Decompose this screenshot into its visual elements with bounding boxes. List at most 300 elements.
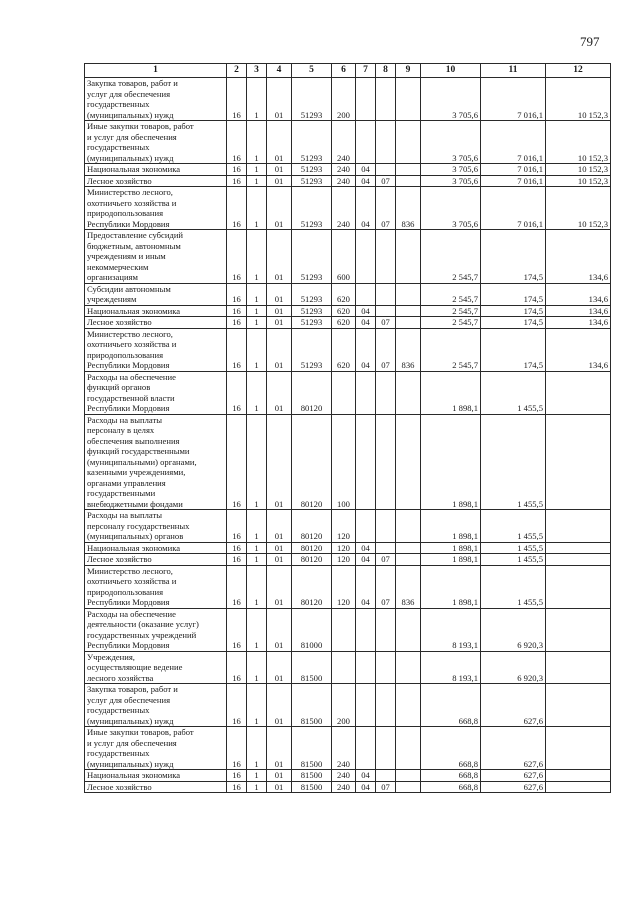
row-name-line: деятельности (оказание услуг) (87, 619, 199, 629)
cell-col-11: 174,5 (481, 230, 546, 284)
cell-col-7: 04 (356, 305, 376, 317)
cell-col-4: 01 (267, 121, 292, 164)
row-name-line: государственных (87, 142, 150, 152)
cell-col-4: 01 (267, 283, 292, 305)
cell-col-11: 1 455,5 (481, 510, 546, 543)
table-row (85, 230, 611, 284)
cell-col-11: 1 455,5 (481, 414, 546, 510)
cell-col-12 (546, 684, 611, 727)
cell-col-1 (85, 328, 227, 371)
row-name-line: Лесное хозяйство (87, 554, 152, 564)
cell-col-5: 51293 (292, 230, 332, 284)
cell-col-4: 01 (267, 187, 292, 230)
cell-col-11: 174,5 (481, 328, 546, 371)
cell-col-4: 01 (267, 608, 292, 651)
cell-col-3: 1 (247, 187, 267, 230)
row-name-line: Лесное хозяйство (87, 175, 152, 186)
row-name-line: (муниципальных) нужд (87, 109, 174, 120)
table-row (85, 510, 611, 543)
cell-col-5: 51293 (292, 121, 332, 164)
cell-col-2: 16 (227, 770, 247, 782)
cell-col-5: 51293 (292, 78, 332, 121)
cell-col-7: 04 (356, 781, 376, 793)
table-body (85, 78, 611, 793)
cell-col-2: 16 (227, 78, 247, 121)
cell-col-8 (376, 727, 396, 770)
cell-col-1 (85, 187, 227, 230)
cell-col-3: 1 (247, 121, 267, 164)
cell-col-10: 668,8 (421, 770, 481, 782)
cell-col-2: 16 (227, 554, 247, 566)
row-name-line: услуг для обеспечения (87, 88, 171, 99)
cell-col-10: 2 545,7 (421, 328, 481, 371)
cell-col-2: 16 (227, 230, 247, 284)
row-name-line: Учреждения, (87, 651, 135, 662)
cell-col-5: 80120 (292, 565, 332, 608)
column-header: 1 (85, 64, 227, 78)
cell-col-3: 1 (247, 770, 267, 782)
cell-col-3: 1 (247, 305, 267, 317)
row-name-line: персоналу государственных (87, 520, 190, 531)
cell-col-7 (356, 230, 376, 284)
cell-col-5: 51293 (292, 305, 332, 317)
cell-col-9 (396, 542, 421, 554)
cell-col-2: 16 (227, 608, 247, 651)
table-row (85, 164, 611, 176)
row-name-line: Министерство лесного, (87, 328, 173, 339)
row-name-line: Республики Мордовия (87, 218, 170, 229)
cell-col-8 (376, 371, 396, 414)
row-name-line: государственных (87, 705, 150, 715)
row-name-line: Расходы на обеспечение (87, 608, 176, 619)
cell-col-8 (376, 414, 396, 510)
cell-col-12 (546, 781, 611, 793)
cell-col-12 (546, 608, 611, 651)
row-name-line: органами управления (87, 477, 166, 488)
cell-col-1 (85, 651, 227, 684)
column-header: 12 (546, 64, 611, 78)
cell-col-8: 07 (376, 781, 396, 793)
cell-col-5: 81500 (292, 684, 332, 727)
row-name-line: некоммерческим (87, 261, 149, 272)
cell-col-11: 627,6 (481, 727, 546, 770)
cell-col-6: 240 (332, 727, 356, 770)
cell-col-4: 01 (267, 684, 292, 727)
cell-col-3: 1 (247, 565, 267, 608)
row-name-line: природопользования (87, 586, 164, 597)
row-name-line: Лесное хозяйство (87, 781, 152, 792)
cell-col-8 (376, 651, 396, 684)
cell-col-9 (396, 283, 421, 305)
cell-col-1 (85, 230, 227, 284)
cell-col-10: 1 898,1 (421, 554, 481, 566)
cell-col-3: 1 (247, 554, 267, 566)
cell-col-6: 240 (332, 164, 356, 176)
cell-col-7 (356, 78, 376, 121)
cell-col-3: 1 (247, 510, 267, 543)
column-header: 4 (267, 64, 292, 78)
cell-col-12: 10 152,3 (546, 121, 611, 164)
row-name-line: организациям (87, 272, 138, 282)
cell-col-5: 51293 (292, 317, 332, 329)
row-name-line: государственных (87, 99, 150, 109)
cell-col-8 (376, 684, 396, 727)
column-header: 7 (356, 64, 376, 78)
cell-col-11: 1 455,5 (481, 542, 546, 554)
cell-col-1 (85, 371, 227, 414)
cell-col-5: 81500 (292, 770, 332, 782)
cell-col-11: 627,6 (481, 781, 546, 793)
table-row (85, 317, 611, 329)
cell-col-10: 3 705,6 (421, 175, 481, 187)
cell-col-11: 7 016,1 (481, 187, 546, 230)
cell-col-1 (85, 770, 227, 782)
cell-col-4: 01 (267, 727, 292, 770)
cell-col-7 (356, 121, 376, 164)
cell-col-12: 134,6 (546, 317, 611, 329)
cell-col-6: 240 (332, 121, 356, 164)
cell-col-4: 01 (267, 542, 292, 554)
cell-col-5: 81500 (292, 651, 332, 684)
cell-col-6: 120 (332, 554, 356, 566)
cell-col-12 (546, 414, 611, 510)
row-name-line: Лесное хозяйство (87, 317, 152, 327)
cell-col-7: 04 (356, 175, 376, 187)
cell-col-2: 16 (227, 121, 247, 164)
cell-col-7: 04 (356, 187, 376, 230)
cell-col-2: 16 (227, 542, 247, 554)
row-name-line: Министерство лесного, (87, 187, 173, 197)
cell-col-6: 600 (332, 230, 356, 284)
cell-col-7: 04 (356, 554, 376, 566)
cell-col-2: 16 (227, 328, 247, 371)
cell-col-3: 1 (247, 542, 267, 554)
cell-col-4: 01 (267, 175, 292, 187)
row-name-line: Расходы на выплаты (87, 510, 163, 520)
budget-table (84, 63, 611, 793)
row-name-line: (муниципальных) нужд (87, 758, 174, 769)
row-name-line: Республики Мордовия (87, 597, 170, 607)
cell-col-11: 174,5 (481, 317, 546, 329)
column-header: 5 (292, 64, 332, 78)
cell-col-3: 1 (247, 78, 267, 121)
cell-col-9 (396, 554, 421, 566)
cell-col-9 (396, 121, 421, 164)
row-name-line: государственной власти (87, 392, 175, 403)
cell-col-4: 01 (267, 328, 292, 371)
row-name-line: казенными учреждениями, (87, 467, 186, 477)
cell-col-4: 01 (267, 510, 292, 543)
cell-col-11: 174,5 (481, 283, 546, 305)
column-header: 8 (376, 64, 396, 78)
row-name-line: функций государственными (87, 446, 190, 456)
cell-col-8 (376, 608, 396, 651)
cell-col-9 (396, 230, 421, 284)
cell-col-10: 8 193,1 (421, 608, 481, 651)
row-name-line: услуг для обеспечения (87, 694, 171, 705)
cell-col-9 (396, 371, 421, 414)
cell-col-10: 668,8 (421, 781, 481, 793)
cell-col-3: 1 (247, 781, 267, 793)
header-row (85, 64, 611, 78)
table-row (85, 283, 611, 305)
cell-col-12: 10 152,3 (546, 78, 611, 121)
cell-col-9 (396, 608, 421, 651)
cell-col-3: 1 (247, 371, 267, 414)
table-row (85, 608, 611, 651)
cell-col-12 (546, 727, 611, 770)
cell-col-10: 2 545,7 (421, 230, 481, 284)
cell-col-6: 120 (332, 510, 356, 543)
cell-col-11: 627,6 (481, 770, 546, 782)
cell-col-4: 01 (267, 305, 292, 317)
cell-col-10: 3 705,6 (421, 121, 481, 164)
cell-col-9 (396, 78, 421, 121)
column-header: 11 (481, 64, 546, 78)
row-name-line: Республики Мордовия (87, 640, 170, 650)
cell-col-9 (396, 164, 421, 176)
cell-col-12: 10 152,3 (546, 175, 611, 187)
cell-col-5: 51293 (292, 283, 332, 305)
cell-col-8 (376, 305, 396, 317)
cell-col-9 (396, 781, 421, 793)
cell-col-10: 668,8 (421, 684, 481, 727)
row-name-line: Иные закупки товаров, работ (87, 121, 194, 131)
cell-col-5: 51293 (292, 175, 332, 187)
row-name-line: Закупка товаров, работ и (87, 78, 178, 88)
cell-col-7 (356, 510, 376, 543)
cell-col-3: 1 (247, 608, 267, 651)
cell-col-10: 1 898,1 (421, 542, 481, 554)
cell-col-4: 01 (267, 414, 292, 510)
cell-col-11: 6 920,3 (481, 608, 546, 651)
table-row (85, 187, 611, 230)
cell-col-11: 7 016,1 (481, 164, 546, 176)
cell-col-5: 81500 (292, 781, 332, 793)
cell-col-8 (376, 283, 396, 305)
cell-col-6: 240 (332, 187, 356, 230)
row-name-line: Субсидии автономным (87, 283, 171, 294)
row-name-line: обеспечения выполнения (87, 435, 180, 446)
cell-col-2: 16 (227, 651, 247, 684)
table-row (85, 770, 611, 782)
cell-col-10: 2 545,7 (421, 283, 481, 305)
row-name-line: Национальная экономика (87, 770, 181, 780)
row-name-line: Национальная экономика (87, 542, 181, 553)
cell-col-9 (396, 414, 421, 510)
column-header: 9 (396, 64, 421, 78)
row-name-line: учреждениям и иным (87, 251, 166, 261)
row-name-line: Закупка товаров, работ и (87, 684, 178, 694)
row-name-line: Республики Мордовия (87, 403, 170, 413)
cell-col-5: 51293 (292, 328, 332, 371)
cell-col-11: 7 016,1 (481, 175, 546, 187)
cell-col-7: 04 (356, 317, 376, 329)
cell-col-6: 620 (332, 317, 356, 329)
cell-col-9 (396, 684, 421, 727)
cell-col-6: 200 (332, 684, 356, 727)
cell-col-12: 134,6 (546, 305, 611, 317)
cell-col-11: 7 016,1 (481, 121, 546, 164)
cell-col-5: 81500 (292, 727, 332, 770)
cell-col-9: 836 (396, 565, 421, 608)
cell-col-9 (396, 770, 421, 782)
cell-col-1 (85, 317, 227, 329)
column-header: 6 (332, 64, 356, 78)
table-row (85, 542, 611, 554)
row-name-line: природопользования (87, 208, 164, 218)
cell-col-5: 80120 (292, 414, 332, 510)
table-row (85, 651, 611, 684)
cell-col-6 (332, 608, 356, 651)
row-name-line: осуществляющие ведение (87, 662, 183, 672)
cell-col-7: 04 (356, 328, 376, 371)
cell-col-3: 1 (247, 414, 267, 510)
column-header: 10 (421, 64, 481, 78)
cell-col-5: 80120 (292, 510, 332, 543)
table-row (85, 371, 611, 414)
row-name-line: Национальная экономика (87, 305, 181, 316)
cell-col-12 (546, 510, 611, 543)
cell-col-7: 04 (356, 542, 376, 554)
cell-col-9 (396, 317, 421, 329)
row-name-line: (муниципальных) органов (87, 531, 184, 541)
column-header: 2 (227, 64, 247, 78)
row-name-line: Иные закупки товаров, работ (87, 727, 194, 737)
row-name-line: Предоставление субсидий (87, 230, 184, 240)
cell-col-12 (546, 371, 611, 414)
cell-col-1 (85, 781, 227, 793)
row-name-line: (муниципальных) нужд (87, 715, 174, 726)
row-name-line: бюджетным, автономным (87, 240, 181, 251)
cell-col-7 (356, 684, 376, 727)
row-name-line: государственными (87, 488, 156, 498)
cell-col-11: 1 455,5 (481, 554, 546, 566)
cell-col-10: 2 545,7 (421, 305, 481, 317)
cell-col-1 (85, 608, 227, 651)
cell-col-4: 01 (267, 781, 292, 793)
cell-col-3: 1 (247, 727, 267, 770)
cell-col-4: 01 (267, 164, 292, 176)
page-number: 797 (580, 34, 600, 49)
cell-col-2: 16 (227, 781, 247, 793)
row-name-line: (муниципальными) органами, (87, 456, 197, 467)
cell-col-6: 120 (332, 542, 356, 554)
cell-col-1 (85, 542, 227, 554)
cell-col-6: 240 (332, 770, 356, 782)
row-name-line: Расходы на выплаты (87, 414, 163, 425)
cell-col-12: 134,6 (546, 328, 611, 371)
cell-col-4: 01 (267, 371, 292, 414)
cell-col-1 (85, 554, 227, 566)
cell-col-8: 07 (376, 317, 396, 329)
cell-col-3: 1 (247, 328, 267, 371)
cell-col-7 (356, 608, 376, 651)
row-name-line: охотничьего хозяйства и (87, 339, 177, 349)
row-name-line: Республики Мордовия (87, 360, 170, 370)
cell-col-12 (546, 651, 611, 684)
cell-col-2: 16 (227, 414, 247, 510)
cell-col-2: 16 (227, 727, 247, 770)
row-name-line: (муниципальных) нужд (87, 152, 174, 163)
table-row (85, 121, 611, 164)
cell-col-6: 120 (332, 565, 356, 608)
cell-col-10: 3 705,6 (421, 164, 481, 176)
cell-col-8: 07 (376, 328, 396, 371)
cell-col-10: 1 898,1 (421, 510, 481, 543)
cell-col-8 (376, 230, 396, 284)
table-row (85, 328, 611, 371)
cell-col-11: 7 016,1 (481, 78, 546, 121)
cell-col-2: 16 (227, 187, 247, 230)
cell-col-2: 16 (227, 283, 247, 305)
cell-col-3: 1 (247, 684, 267, 727)
cell-col-5: 51293 (292, 187, 332, 230)
cell-col-6: 200 (332, 78, 356, 121)
cell-col-5: 80120 (292, 542, 332, 554)
cell-col-2: 16 (227, 305, 247, 317)
row-name-line: лесного хозяйства (87, 672, 154, 683)
cell-col-8: 07 (376, 175, 396, 187)
row-name-line: функций органов (87, 382, 151, 392)
cell-col-9 (396, 510, 421, 543)
cell-col-5: 80120 (292, 371, 332, 414)
cell-col-8 (376, 164, 396, 176)
cell-col-5: 51293 (292, 164, 332, 176)
cell-col-3: 1 (247, 164, 267, 176)
cell-col-5: 80120 (292, 554, 332, 566)
cell-col-1 (85, 283, 227, 305)
cell-col-5: 81000 (292, 608, 332, 651)
cell-col-10: 2 545,7 (421, 317, 481, 329)
cell-col-2: 16 (227, 510, 247, 543)
cell-col-7: 04 (356, 164, 376, 176)
cell-col-6 (332, 651, 356, 684)
cell-col-2: 16 (227, 175, 247, 187)
cell-col-9 (396, 727, 421, 770)
cell-col-12: 10 152,3 (546, 187, 611, 230)
cell-col-8: 07 (376, 187, 396, 230)
cell-col-11: 174,5 (481, 305, 546, 317)
cell-col-1 (85, 78, 227, 121)
cell-col-8 (376, 770, 396, 782)
cell-col-4: 01 (267, 554, 292, 566)
cell-col-10: 8 193,1 (421, 651, 481, 684)
cell-col-6 (332, 371, 356, 414)
row-name-line: и услуг для обеспечения (87, 737, 177, 748)
cell-col-7 (356, 414, 376, 510)
cell-col-9 (396, 305, 421, 317)
cell-col-11: 6 920,3 (481, 651, 546, 684)
row-name-line: государственных учреждений (87, 629, 197, 640)
cell-col-4: 01 (267, 230, 292, 284)
cell-col-4: 01 (267, 78, 292, 121)
cell-col-6: 620 (332, 283, 356, 305)
cell-col-12: 134,6 (546, 283, 611, 305)
cell-col-3: 1 (247, 283, 267, 305)
cell-col-12 (546, 565, 611, 608)
cell-col-7 (356, 283, 376, 305)
cell-col-2: 16 (227, 164, 247, 176)
cell-col-4: 01 (267, 770, 292, 782)
cell-col-10: 3 705,6 (421, 187, 481, 230)
cell-col-6: 240 (332, 781, 356, 793)
cell-col-12: 134,6 (546, 230, 611, 284)
cell-col-2: 16 (227, 317, 247, 329)
cell-col-12 (546, 554, 611, 566)
cell-col-3: 1 (247, 651, 267, 684)
cell-col-10: 1 898,1 (421, 414, 481, 510)
